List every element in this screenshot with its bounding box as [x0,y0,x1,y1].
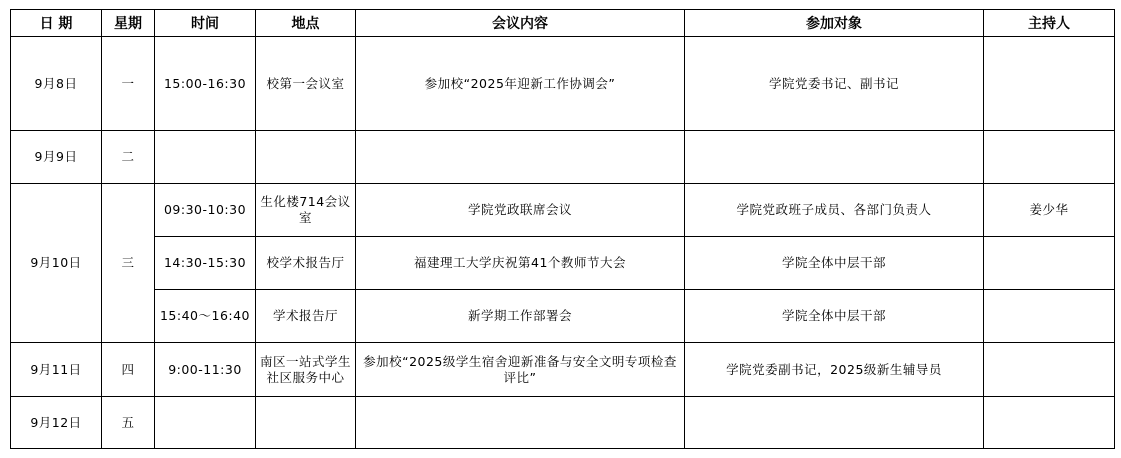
content-cell [356,131,685,184]
host-cell [984,397,1115,449]
date-cell: 9月11日 [11,343,102,397]
date-cell: 9月10日 [11,184,102,343]
content-cell: 参加校“2025年迎新工作协调会” [356,37,685,131]
date-cell: 9月9日 [11,131,102,184]
host-cell [984,37,1115,131]
table-header-row [11,10,1115,37]
content-cell: 学院党政联席会议 [356,184,685,237]
header-host: 主持人 [984,10,1115,37]
time-cell: 09:30-10:30 [155,184,256,237]
time-cell: 14:30-15:30 [155,237,256,290]
table-row [11,343,1115,397]
weekday-cell: 四 [102,343,155,397]
weekday-cell: 五 [102,397,155,449]
time-cell [155,397,256,449]
weekday-cell: 二 [102,131,155,184]
header-attendees: 参加对象 [685,10,984,37]
content-cell: 福建理工大学庆祝第41个教师节大会 [356,237,685,290]
attendees-cell: 学院党政班子成员、各部门负责人 [685,184,984,237]
attendees-cell [685,397,984,449]
attendees-cell: 学院全体中层干部 [685,290,984,343]
time-cell: 15:40～16:40 [155,290,256,343]
meeting-schedule-table [10,9,1115,449]
weekday-cell: 一 [102,37,155,131]
attendees-cell: 学院党委书记、副书记 [685,37,984,131]
content-cell: 参加校“2025级学生宿舍迎新准备与安全文明专项检查评比” [356,343,685,397]
content-cell [356,397,685,449]
table-row [11,131,1115,184]
host-cell: 姜少华 [984,184,1115,237]
time-cell: 9:00-11:30 [155,343,256,397]
location-cell: 学术报告厅 [256,290,356,343]
host-cell [984,290,1115,343]
date-cell: 9月8日 [11,37,102,131]
attendees-cell: 学院党委副书记，2025级新生辅导员 [685,343,984,397]
host-cell [984,131,1115,184]
header-time: 时间 [155,10,256,37]
attendees-cell [685,131,984,184]
table-row [11,184,1115,237]
table-row [11,237,1115,290]
location-cell: 校第一会议室 [256,37,356,131]
header-content: 会议内容 [356,10,685,37]
location-cell: 生化楼714会议室 [256,184,356,237]
table-row [11,37,1115,131]
weekday-cell: 三 [102,184,155,343]
table-row [11,397,1115,449]
location-cell: 校学术报告厅 [256,237,356,290]
host-cell [984,237,1115,290]
content-cell: 新学期工作部署会 [356,290,685,343]
header-date: 日 期 [11,10,102,37]
location-cell: 南区一站式学生社区服务中心 [256,343,356,397]
host-cell [984,343,1115,397]
time-cell: 15:00-16:30 [155,37,256,131]
date-cell: 9月12日 [11,397,102,449]
location-cell [256,131,356,184]
time-cell [155,131,256,184]
header-weekday: 星期 [102,10,155,37]
table-row [11,290,1115,343]
header-location: 地点 [256,10,356,37]
attendees-cell: 学院全体中层干部 [685,237,984,290]
location-cell [256,397,356,449]
